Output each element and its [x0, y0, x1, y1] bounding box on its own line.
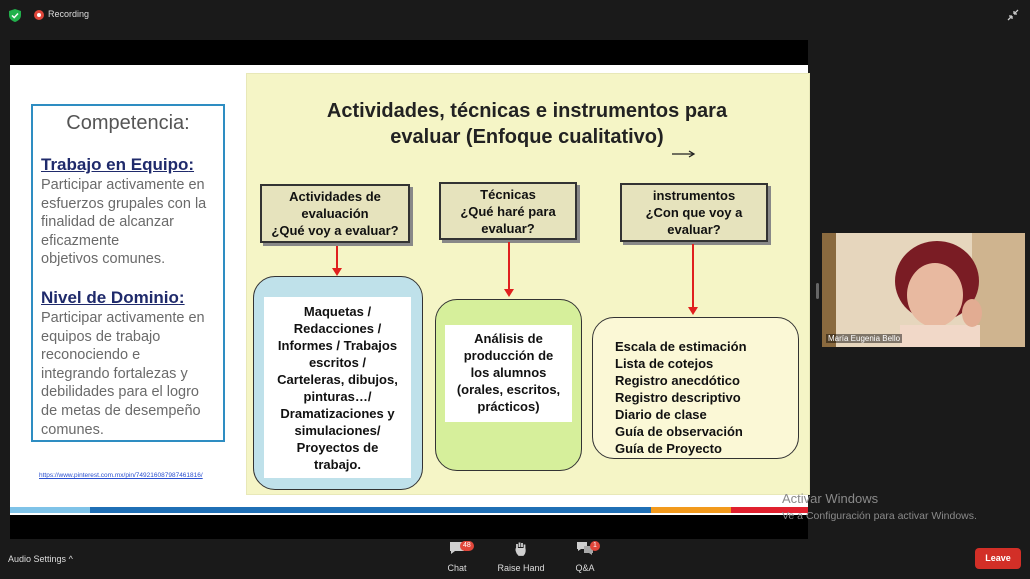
- arrow-instrumentos-head: [688, 307, 698, 315]
- evaluation-panel: [246, 73, 810, 495]
- actividades-list: Maquetas / Redacciones / Informes / Trabajos escritos / Carteleras, dibujos, pinturas…/ Dramatizaciones y simulaciones/ Proyectos de trabajo.: [264, 297, 411, 478]
- recording-icon: [34, 10, 44, 20]
- arrow-tecnicas-head: [504, 289, 514, 297]
- leave-button[interactable]: Leave: [975, 548, 1021, 569]
- audio-settings-button[interactable]: Audio Settings ^: [8, 554, 73, 564]
- slide-title: Actividades, técnicas e instrumentos para evaluar (Enfoque cualitativo): [326, 100, 728, 148]
- instrumentos-header: instrumentos ¿Con que voy a evaluar?: [620, 183, 768, 242]
- arrow-actividades-head: [332, 268, 342, 276]
- exit-fullscreen-icon[interactable]: [1006, 8, 1020, 22]
- trabajo-en-equipo-heading: Trabajo en Equipo:: [41, 155, 195, 174]
- windows-activation-title: Activar Windows: [782, 491, 879, 506]
- tecnicas-header: Técnicas ¿Qué haré para evaluar?: [439, 182, 577, 240]
- shared-slide: [10, 65, 808, 515]
- share-letterbox-bottom: [10, 515, 808, 539]
- chat-label: Chat: [447, 563, 467, 573]
- qa-label: Q&A: [575, 563, 595, 573]
- competencia-box: [31, 104, 225, 442]
- nivel-de-dominio-text: Participar activamente en equipos de trabajo reconociendo e integrando fortalezas y debilidades para el logro de metas de desempeño comunes.: [41, 310, 205, 438]
- trabajo-en-equipo-text: Participar activamente en esfuerzos grupales con la finalidad de alcanzar eficazmente objetivos comunes.: [41, 177, 207, 268]
- instrumentos-list: Escala de estimación Lista de cotejos Registro anecdótico Registro descriptivo Diario de clase Guía de observación Guía de Proyecto: [615, 339, 747, 456]
- qa-button[interactable]: [572, 541, 598, 573]
- raise-hand-icon: [514, 541, 528, 556]
- slide-stripe-segment: [90, 507, 651, 513]
- competencia-title: Competencia:: [66, 112, 190, 134]
- qa-badge: 1: [590, 541, 600, 551]
- nivel-de-dominio-heading: Nivel de Dominio:: [41, 288, 185, 307]
- arrow-actividades: [336, 246, 338, 269]
- arrow-tecnicas: [508, 242, 510, 290]
- participant-video[interactable]: [822, 233, 1025, 347]
- actividades-header: Actividades de evaluación ¿Qué voy a evaluar?: [260, 184, 410, 243]
- slide-stripe-segment: [10, 507, 90, 513]
- tecnicas-list: Análisis de producción de los alumnos (orales, escritos, prácticos): [445, 325, 572, 422]
- resize-handle[interactable]: [816, 283, 819, 299]
- chat-badge: 48: [460, 541, 474, 551]
- small-arrow-icon: [672, 149, 697, 159]
- chat-button[interactable]: [444, 541, 470, 573]
- participant-name: María Eugenia Bello: [828, 334, 901, 343]
- shield-icon[interactable]: [9, 9, 21, 22]
- windows-activation-text: Ve a Configuración para activar Windows.: [782, 510, 977, 522]
- pinterest-link[interactable]: https://www.pinterest.com.mx/pin/749216087987461816/: [39, 472, 203, 479]
- recording-label: Recording: [48, 9, 90, 19]
- raise-hand-label: Raise Hand: [497, 563, 545, 573]
- slide-stripe-segment: [651, 507, 731, 513]
- arrow-instrumentos: [692, 244, 694, 308]
- raise-hand-button[interactable]: [497, 541, 545, 573]
- meeting-top-bar: [0, 0, 1030, 30]
- chevron-up-icon: ^: [68, 554, 73, 564]
- participant-image: [822, 233, 1025, 347]
- share-letterbox-top: [10, 40, 808, 65]
